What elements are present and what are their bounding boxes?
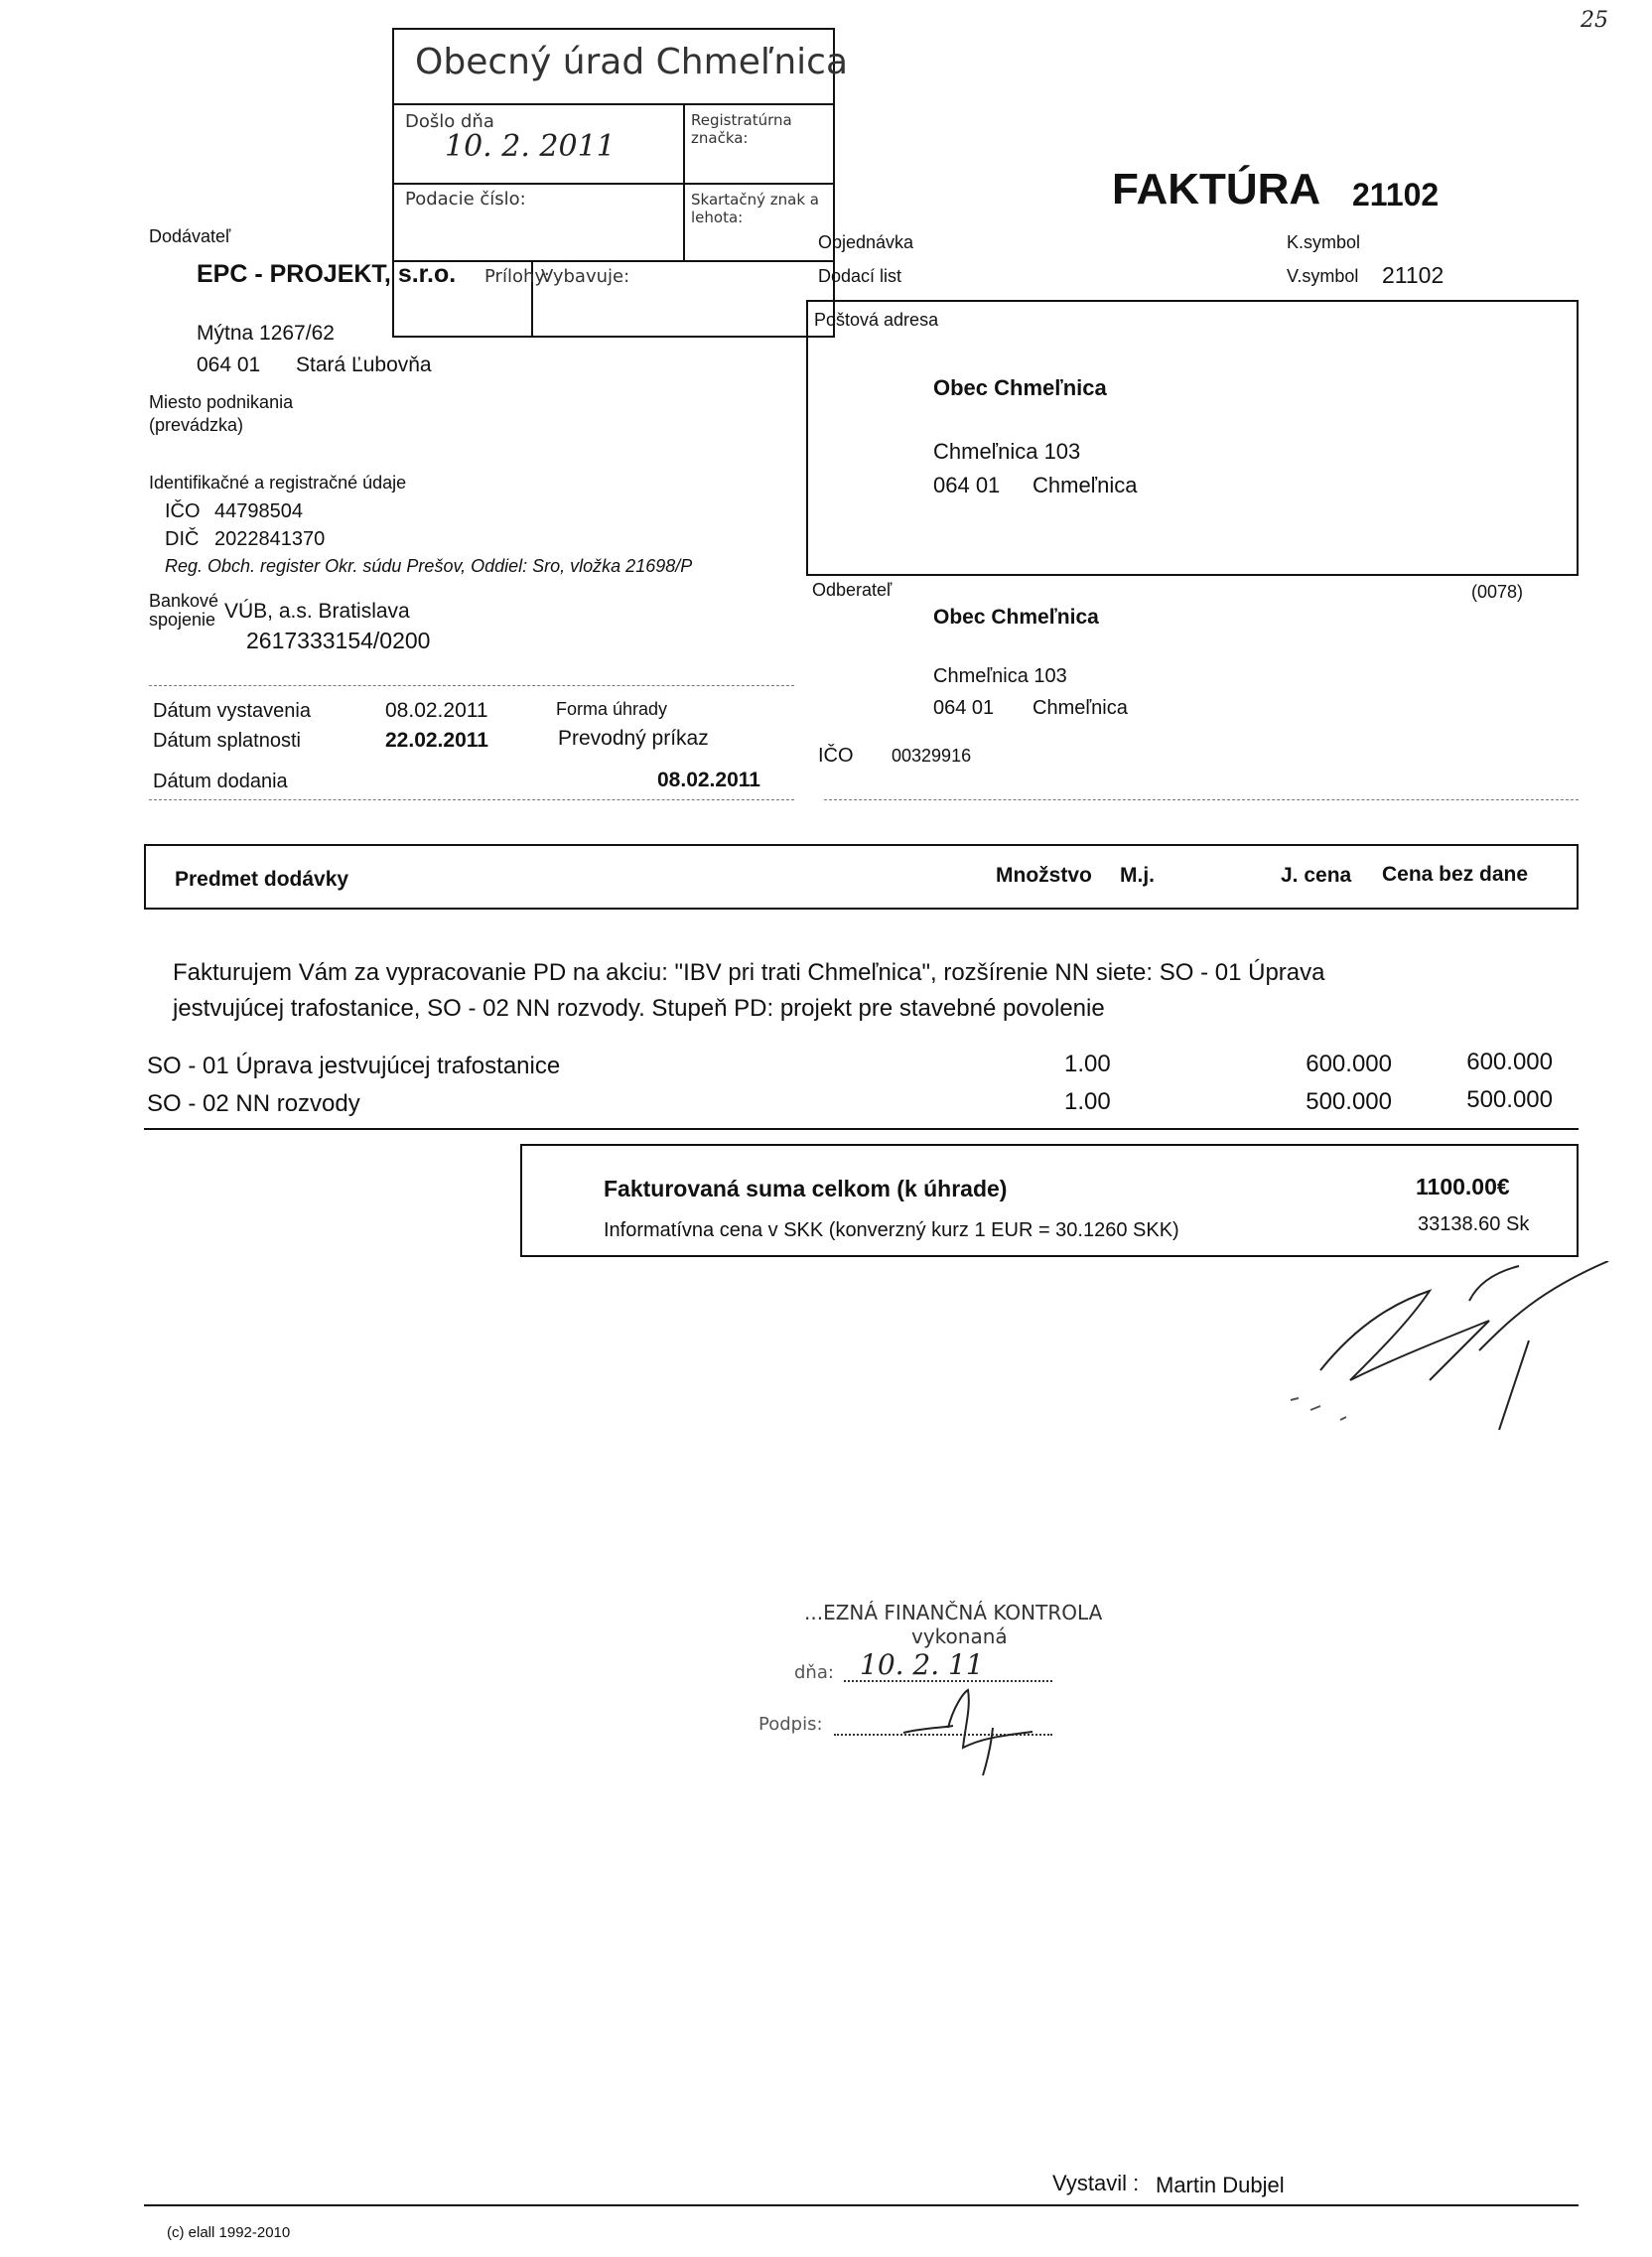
customer-street: Chmeľnica 103: [933, 665, 1067, 687]
control-signature-image: [894, 1688, 1062, 1777]
registry-mark-label: Registratúrna značka:: [691, 111, 792, 147]
supplier-street: Mýtna 1267/62: [197, 322, 335, 345]
ksymbol-label: K.symbol: [1287, 232, 1361, 252]
header-unit-price: J. cena: [1281, 864, 1352, 887]
signature-image: [1281, 1261, 1618, 1450]
postal-name: Obec Chmeľnica: [933, 375, 1107, 400]
customer-name: Obec Chmeľnica: [933, 606, 1099, 629]
business-place-sublabel: (prevádzka): [149, 415, 244, 435]
payment-form-label: Forma úhrady: [556, 699, 668, 719]
vsymbol-label: V.symbol: [1287, 266, 1359, 286]
supplier-dic: 2022841370: [214, 528, 326, 550]
due-label: Dátum splatnosti: [153, 730, 301, 752]
retention-label: Skartačný znak a lehota:: [691, 191, 819, 226]
registry-received-date: 10. 2. 2011: [445, 129, 616, 164]
register-note: Reg. Obch. register Okr. súdu Prešov, Oddiel: Sro, vložka 21698/P: [165, 556, 693, 576]
issued-label: Dátum vystavenia: [153, 700, 311, 722]
skk-note: Informatívna cena v SKK (konverzný kurz 1 EUR = 30.1260 SKK): [604, 1219, 1179, 1241]
bank-account: 2617333154/0200: [246, 628, 431, 653]
dic-label: DIČ: [165, 528, 200, 550]
customer-zip: 064 01: [933, 697, 995, 719]
bank-name: VÚB, a.s. Bratislava: [224, 600, 410, 623]
control-stamp-title: ...EZNÁ FINANČNÁ KONTROLA: [804, 1601, 1103, 1624]
customer-label: Odberateľ: [812, 580, 893, 600]
description-line-1: Fakturujem Vám za vypracovanie PD na akciu: "IBV pri trati Chmeľnica", rozšírenie NN siete: SO - 01 Úprava: [173, 959, 1325, 986]
ico-label: IČO: [165, 500, 201, 522]
invoice-title: FAKTÚRA: [1112, 165, 1321, 213]
header-price-no-tax: Cena bez dane: [1382, 863, 1529, 886]
header-unit: M.j.: [1120, 864, 1155, 887]
supplier-label: Dodávateľ: [149, 226, 231, 246]
control-date-label: dňa:: [794, 1662, 834, 1683]
delivery-note-label: Dodací list: [818, 266, 902, 286]
skk-amount: 33138.60 Sk: [1418, 1213, 1530, 1235]
bank-sublabel: spojenie: [149, 610, 216, 630]
postal-street: Chmeľnica 103: [933, 439, 1081, 464]
totals-label: Fakturovaná suma celkom (k úhrade): [604, 1176, 1008, 1201]
customer-code: (0078): [1471, 582, 1524, 602]
issued-by-name: Martin Dubjel: [1156, 2173, 1285, 2197]
item-1-unit-price: 600.000: [1306, 1051, 1392, 1077]
submission-number-label: Podacie číslo:: [405, 189, 526, 210]
attachments-label: Prílohy:: [484, 266, 550, 287]
description-line-2: jestvujúcej trafostanice, SO - 02 NN rozvody. Stupeň PD: projekt pre stavebné povolenie: [173, 995, 1105, 1022]
registry-stamp-office: Obecný úrad Chmeľnica: [415, 42, 849, 82]
ids-label: Identifikačné a registračné údaje: [149, 473, 407, 493]
supplier-ico: 44798504: [214, 500, 303, 522]
registry-received-label: Došlo dňa: [405, 111, 494, 132]
postal-label: Poštová adresa: [814, 310, 939, 330]
bank-label: Bankové: [149, 591, 219, 611]
page-number-mark: 25: [1581, 8, 1608, 33]
totals-amount: 1100.00€: [1416, 1174, 1510, 1199]
postal-zip: 064 01: [933, 473, 1001, 497]
control-signature-label: Podpis:: [758, 1714, 823, 1735]
issued-date: 08.02.2011: [385, 699, 488, 722]
handled-by-label: Vybavuje:: [541, 266, 630, 287]
vsymbol-value: 21102: [1382, 262, 1445, 288]
supplier-city: Stará Ľubovňa: [296, 353, 432, 376]
business-place-label: Miesto podnikania: [149, 392, 294, 412]
issued-by-label: Vystavil :: [1052, 2171, 1140, 2195]
item-2-qty: 1.00: [1064, 1088, 1111, 1115]
postal-city: Chmeľnica: [1032, 473, 1138, 497]
delivered-date: 08.02.2011: [657, 769, 760, 791]
item-1-total: 600.000: [1466, 1049, 1553, 1075]
supplier-zip: 064 01: [197, 353, 261, 376]
header-subject: Predmet dodávky: [175, 868, 349, 891]
postal-address-box: [806, 300, 1579, 576]
control-stamp-subtitle: vykonaná: [911, 1624, 1008, 1648]
delivered-label: Dátum dodania: [153, 771, 288, 792]
supplier-name: EPC - PROJEKT, s.r.o.: [197, 260, 457, 288]
order-label: Objednávka: [818, 232, 914, 252]
due-date: 22.02.2011: [385, 729, 488, 752]
customer-ico-label: IČO: [818, 745, 854, 767]
invoice-number: 21102: [1352, 177, 1440, 212]
item-2-name: SO - 02 NN rozvody: [147, 1090, 360, 1117]
item-2-total: 500.000: [1466, 1086, 1553, 1113]
footer-copyright: (c) elall 1992-2010: [167, 2224, 291, 2241]
payment-form: Prevodný príkaz: [558, 727, 709, 750]
item-1-name: SO - 01 Úprava jestvujúcej trafostanice: [147, 1053, 561, 1079]
items-header-box: [144, 844, 1579, 910]
item-1-qty: 1.00: [1064, 1051, 1111, 1077]
item-2-unit-price: 500.000: [1306, 1088, 1392, 1115]
customer-ico: 00329916: [892, 746, 972, 766]
control-date-value: 10. 2. 11: [860, 1648, 984, 1681]
customer-city: Chmeľnica: [1032, 697, 1128, 719]
header-quantity: Množstvo: [996, 864, 1092, 887]
